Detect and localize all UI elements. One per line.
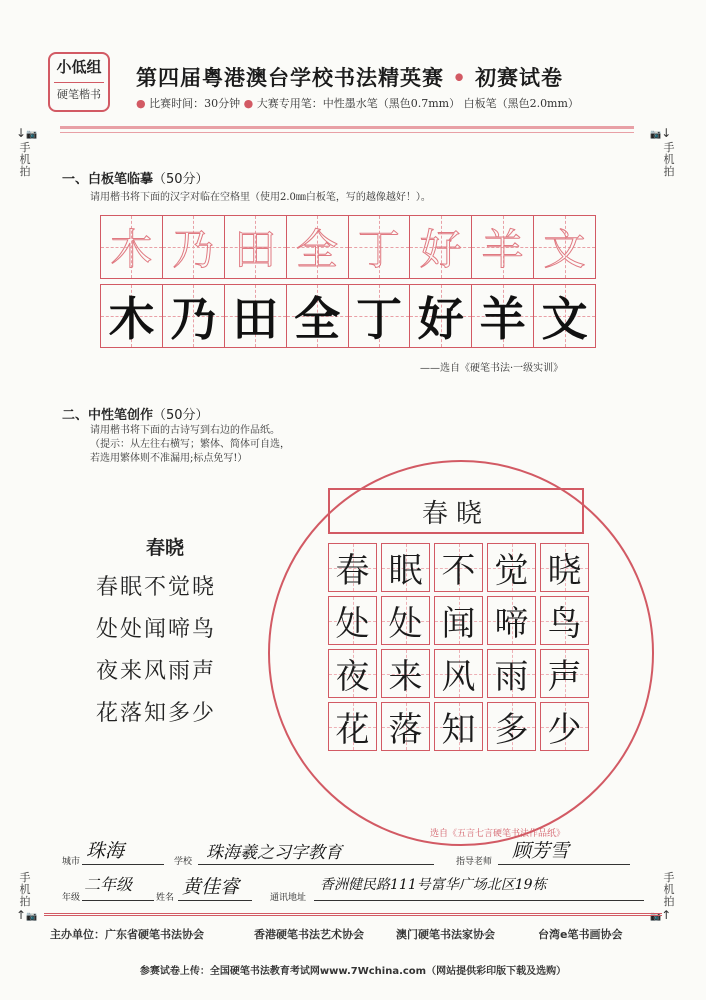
written-char-cell: 羊 [472,285,534,347]
poem-line: 花落知多少 [96,701,217,726]
section1-source: ——选自《硬笔书法·一级实训》 [420,363,564,374]
work-cell: 闻 [434,596,483,645]
written-char-cell: 乃 [163,285,225,347]
work-title: 春晓 [421,498,490,529]
title-main: 第四届粤港澳台学校书法精英赛 [136,65,444,90]
work-cell: 觉 [487,543,536,592]
group-sub-label: 硬笔楷书 [57,88,101,101]
model-char-cell: 文 [534,216,595,278]
model-char-cell: 丁 [349,216,411,278]
work-cell: 落 [381,702,430,751]
work-row [328,702,590,751]
work-cell: 雨 [487,649,536,698]
work-cell: 眠 [381,543,430,592]
work-cell: 少 [540,702,589,751]
written-char-cell: 好 [410,285,472,347]
work-cell: 啼 [487,596,536,645]
phone-photo-note-right-bottom: 手机拍 [663,871,675,908]
organizer-1: 主办单位：广东省硬笔书法协会 [50,928,204,941]
down-arrow-camera-icon: ↓📷 [16,126,38,140]
phone-photo-note-left: 手机拍 [19,141,31,178]
work-cell: 春 [328,543,377,592]
model-char-cell: 羊 [472,216,534,278]
work-cell: 处 [381,596,430,645]
time-label: 比赛时间：30分钟 [149,97,241,110]
model-char-cell: 好 [410,216,472,278]
footer-rule [44,913,662,914]
page-title [136,62,563,92]
header-rule [60,126,634,129]
work-row [328,543,590,592]
teacher-value: 顾芳雪 [512,840,570,862]
name-underline [178,900,252,901]
section1-instruction: 请用楷书将下面的汉字对临在空格里（使用2.0㎜白板笔，写的越像越好！）。 [90,192,431,203]
written-char-cell: 全 [287,285,349,347]
work-cell: 花 [328,702,377,751]
title-separator: • [452,65,467,90]
work-cell: 声 [540,649,589,698]
bullet-icon: ● [136,97,146,110]
work-row [328,596,590,645]
work-cell: 处 [328,596,377,645]
camera-up-arrow-icon: 📷↑ [650,908,672,922]
grade-value: 二年级 [84,875,133,894]
bullet-icon: ● [243,97,254,110]
teacher-label: 指导老师 [456,857,493,867]
up-arrow-camera-icon: ↑📷 [16,908,38,922]
city-underline [82,864,164,865]
section2-instruction: 请用楷书将下面的古诗写到右边的作品纸。 （提示：从左往右横写；繁体、简体可自选， 若选用繁体则不准漏用;标点免写!） [90,425,290,464]
address-underline [314,900,644,901]
work-cell: 不 [434,543,483,592]
phone-photo-note-right: 手机拍 [663,141,675,178]
address-value: 香洲健民路111号富华广场北区19栋 [320,877,547,893]
address-label: 通讯地址 [270,893,307,903]
organizer-4: 台湾e笔书画协会 [538,928,623,941]
work-paper-source: 选自《五言七言硬笔书法作品纸》 [430,829,566,839]
work-cell: 夜 [328,649,377,698]
grade-label: 年级 [62,893,81,903]
poem-line: 夜来风雨声 [96,659,217,684]
school-value: 珠海羲之习字教育 [206,843,342,863]
written-char-cell: 木 [101,285,163,347]
group-label: 小低组 [56,58,102,76]
exam-info-line [136,95,579,111]
work-cell: 知 [434,702,483,751]
school-underline [198,864,434,865]
written-char-cell: 丁 [349,285,411,347]
written-char-cell: 田 [225,285,287,347]
organizer-3: 澳门硬笔书法家协会 [396,928,495,941]
model-char-cell: 乃 [163,216,225,278]
name-value: 黄佳睿 [182,876,240,898]
work-row [328,649,590,698]
model-char-cell: 木 [101,216,163,278]
city-label: 城市 [62,857,81,867]
organizer-2: 香港硬笔书法艺术协会 [254,928,364,941]
work-cell: 晓 [540,543,589,592]
section1-title: 一、白板笔临摹（50分） [62,172,209,187]
camera-down-arrow-icon: 📷↓ [650,126,672,140]
phone-photo-note-left-bottom: 手机拍 [19,871,31,908]
poem-line: 处处闻啼鸟 [96,617,217,642]
written-char-cell: 文 [534,285,595,347]
model-char-cell: 全 [287,216,349,278]
model-char-row [100,215,596,279]
work-cell: 鸟 [540,596,589,645]
work-grid [328,543,590,755]
work-cell: 来 [381,649,430,698]
model-char-cell: 田 [225,216,287,278]
school-label: 学校 [174,857,193,867]
city-value: 珠海 [86,840,125,862]
upload-footer: 参赛试卷上传：全国硬笔书法教育考试网www.7Wchina.com（网站提供彩印版下载及选购） [139,966,567,977]
teacher-underline [498,864,630,865]
group-divider [54,82,104,83]
name-label: 姓名 [156,893,175,903]
work-cell: 多 [487,702,536,751]
section2-title: 二、中性笔创作（50分） [62,408,209,423]
poem-line: 春眠不觉晓 [96,575,217,600]
title-tail: 初赛试卷 [475,65,564,90]
pen-label: 大赛专用笔：中性墨水笔（黑色0.7mm） 白板笔（黑色2.0mm） [256,97,579,110]
grade-underline [82,900,154,901]
poem-title: 春晓 [146,537,185,559]
work-title-box [328,488,584,534]
header-rule-thin [60,132,634,133]
written-char-row [100,284,596,348]
work-cell: 风 [434,649,483,698]
footer-rule-thin [44,915,662,916]
